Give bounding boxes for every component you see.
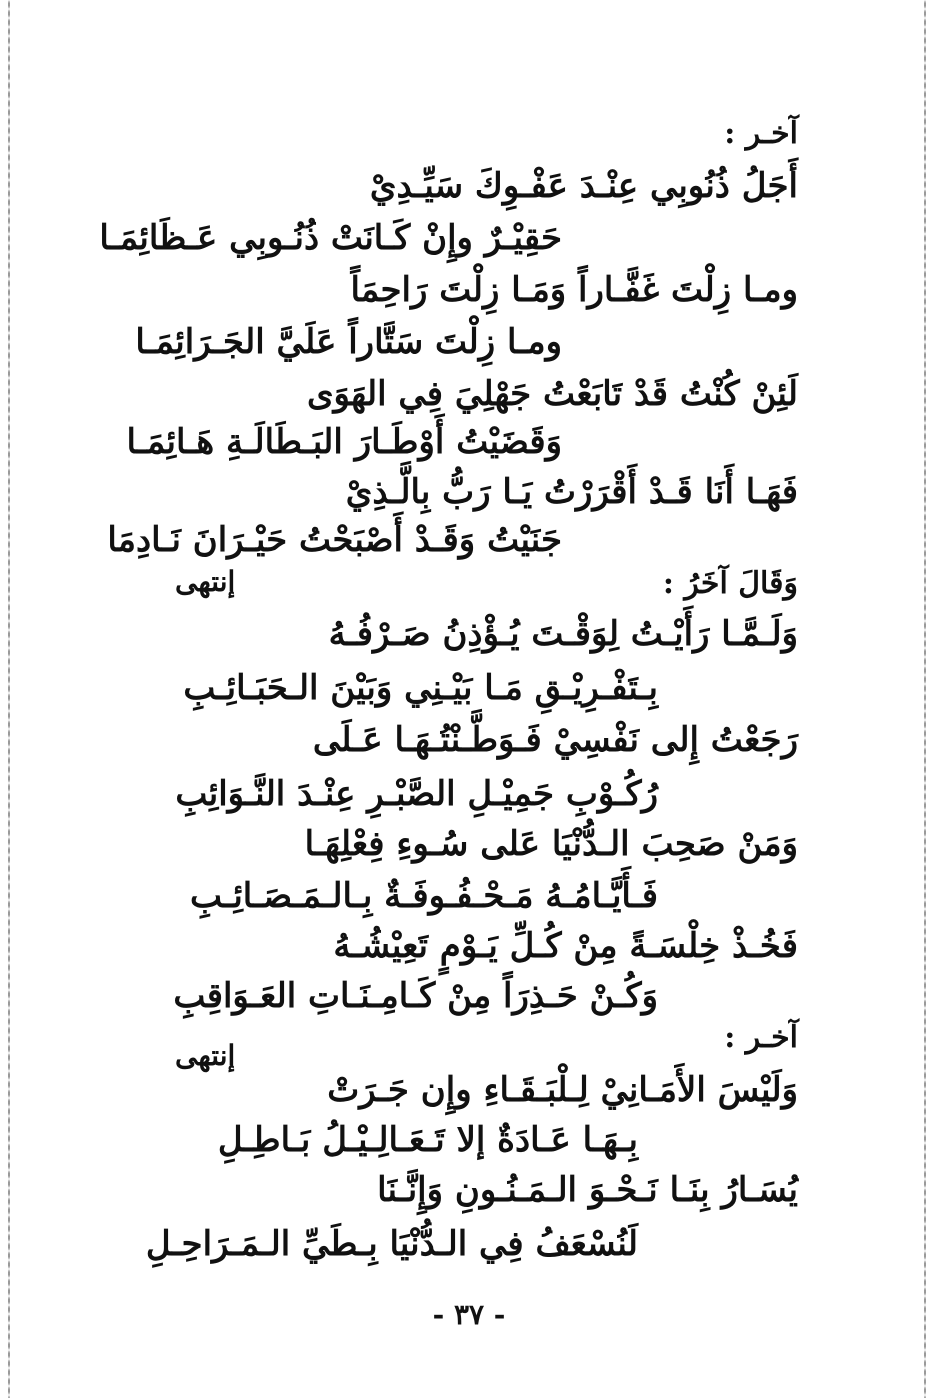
verse-line: لَئِنْ كُنْتُ قَدْ تَابَعْتُ جَهْلِيَ فِي الهَوَى xyxy=(306,374,798,414)
verse-line: وَلَـمَّـا رَأَيْـتُ لِوَقْـتَ يُـؤْذِنُ صَـرْفُـهُ xyxy=(328,614,798,654)
verse-line: فَخُـذْ خِلْسَـةً مِنْ كُـلِّ يَـوْمٍ تَعِيْشُـهُ xyxy=(333,926,798,966)
right-edge-scan-noise xyxy=(924,0,926,1398)
verse-line: جَنَيْتُ وَقَـدْ أَصْبَحْتُ حَيْـرَانَ نَـادِمَا xyxy=(107,520,562,560)
left-edge-scan-noise xyxy=(8,0,10,1398)
verse-line: أَجَلُ ذُنُوبِي عِنْـدَ عَفْـوِكَ سَيِّـدِيْ xyxy=(369,166,798,206)
section2-header: وَقَالَ آخَرُ : xyxy=(662,566,798,601)
verse-line: بِـتَفْـرِيْـقِ مَـا بَيْـنِي وَبَيْنَ الـحَبَـائِـبِ xyxy=(183,668,658,708)
verse-line: فَـأَيَّـامُـهُ مَـحْـفُـوفَـةٌ بِـالـمَـصَـائِـبِ xyxy=(189,876,658,916)
section3-header: آخـر : xyxy=(724,1020,798,1055)
verse-line: وَمَنْ صَحِبَ الـدُّنْيَا عَلى سُـوءِ فِعْلِهَـا xyxy=(304,824,798,864)
verse-line: وَلَيْسَ الأَمَـانِيْ لِـلْبَـقَـاءِ وإِن جَـرَتْ xyxy=(327,1070,798,1110)
verse-line: وَقَضَيْتُ أَوْطَـارَ البَـطَالَـةِ هَـائِمَـا xyxy=(126,422,562,462)
verse-line: رَجَعْتُ إِلى نَفْسِيْ فَـوَطَّـنْتُـهَـا عَـلَى xyxy=(312,720,798,760)
verse-line: وَكُـنْ حَـذِرَاً مِنْ كَـامِـنَـاتِ العَـوَاقِبِ xyxy=(173,976,658,1016)
verse-line: بِـهَـا عَـادَةٌ إلا تَـعَـالِـيْـلُ بَـاطِـلِ xyxy=(217,1120,638,1160)
verse-line: رُكُـوْبِ جَمِيْـلِ الصَّبْـرِ عِنْـدَ النَّـوَائِبِ xyxy=(175,774,658,814)
verse-line: لَنُسْعَفُ فِي الـدُّنْيَا بِـطَيِّ الـمَـرَاحِـلِ xyxy=(145,1224,638,1264)
end-mark: إنتهى xyxy=(175,1039,236,1072)
verse-line: ومـا زِلْتَ غَفَّـاراً وَمَـا زِلْتَ رَاحِمَاً xyxy=(350,270,798,310)
verse-line: فَهَـا أَنَا قَـدْ أَقْرَرْتُ يَـا رَبُّ بِالَّـذِيْ xyxy=(345,472,798,512)
page-number: - ٣٧ - xyxy=(432,1298,506,1331)
end-mark: إنتهى xyxy=(175,565,236,598)
verse-line: ومـا زِلْتَ سَتَّاراً عَلَيَّ الجَـرَائِمَـا xyxy=(135,322,562,362)
verse-line: يُسَـارُ بِنَـا نَـحْـوَ الـمَـنُـونِ وَإِنَّـنَا xyxy=(377,1170,798,1210)
section1-header: آخـر : xyxy=(724,116,798,151)
verse-line: حَقِيْـرٌ وإِنْ كَـانَتْ ذُنُـوبِي عَـظَائِمَـا xyxy=(99,218,562,258)
